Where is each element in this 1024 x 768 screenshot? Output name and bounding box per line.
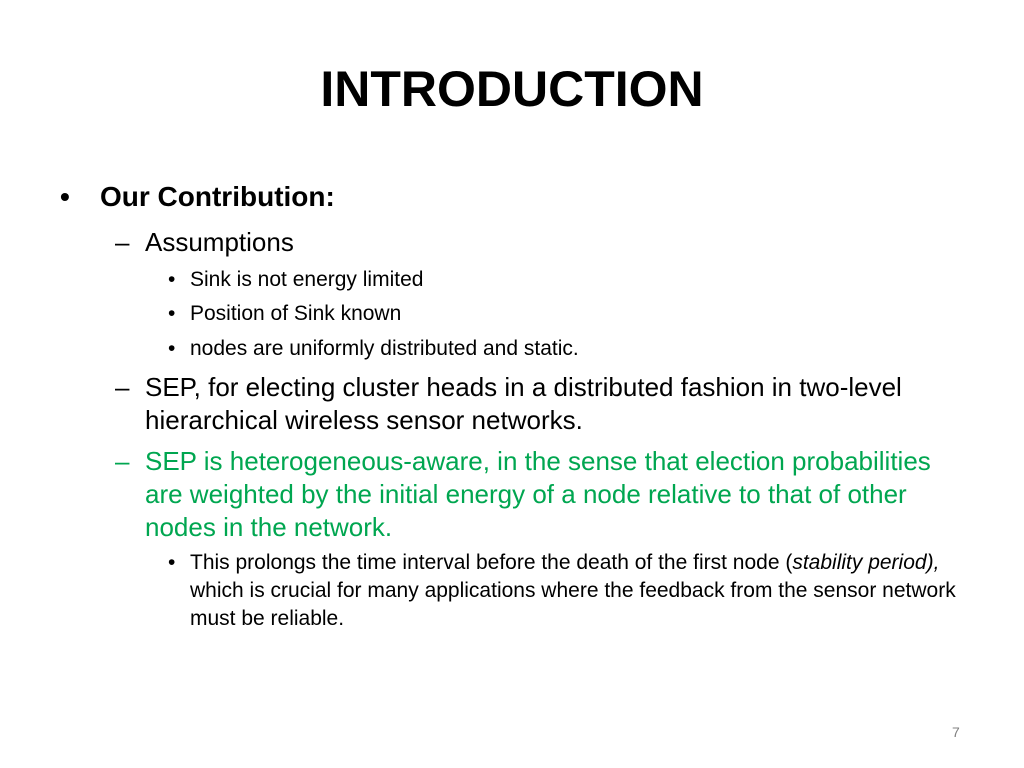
assumption-item [168,266,960,294]
heading-text: Our Contribution: [100,181,335,212]
stability-period-term: stability period), [792,551,940,574]
assumption-text: Sink is not energy limited [190,268,424,291]
detail-text-after: which is crucial for many applications where the feedback from the sensor network must be reliable. [190,579,956,630]
dash-icon: – [115,227,130,257]
dash-icon: – [115,446,130,476]
sub-bullet-assumptions [115,226,945,259]
assumptions-label: Assumptions [145,227,294,257]
assumption-text: nodes are uniformly distributed and static. [190,337,579,360]
detail-bullet-stability [168,549,960,633]
assumption-text: Position of Sink known [190,302,402,325]
detail-text-before: This prolongs the time interval before the death of the first node ( [190,551,793,574]
sub-bullet-sep-election [115,371,945,437]
bullet-dot-icon: • [168,337,176,360]
sep-election-text: SEP, for electing cluster heads in a distributed fashion in two-level hierarchical wireless sensor networks. [145,372,902,435]
assumption-item [168,335,960,363]
bullet-dot-icon: • [168,551,176,574]
assumption-item [168,300,960,328]
bullet-dot-icon: • [168,302,176,325]
slide-title: INTRODUCTION [320,61,704,117]
bullet-our-contribution [60,181,335,213]
sub-bullet-sep-heterogeneous [115,445,945,544]
sep-heterogeneous-text: SEP is heterogeneous-aware, in the sense that election probabilities are weighted by the initial energy of a node relative to that of other nodes in the network. [145,446,931,542]
slide-number: 7 [952,724,960,740]
dash-icon: – [115,372,130,402]
bullet-dot-icon: • [168,268,176,291]
bullet-dot-icon: • [60,181,70,212]
